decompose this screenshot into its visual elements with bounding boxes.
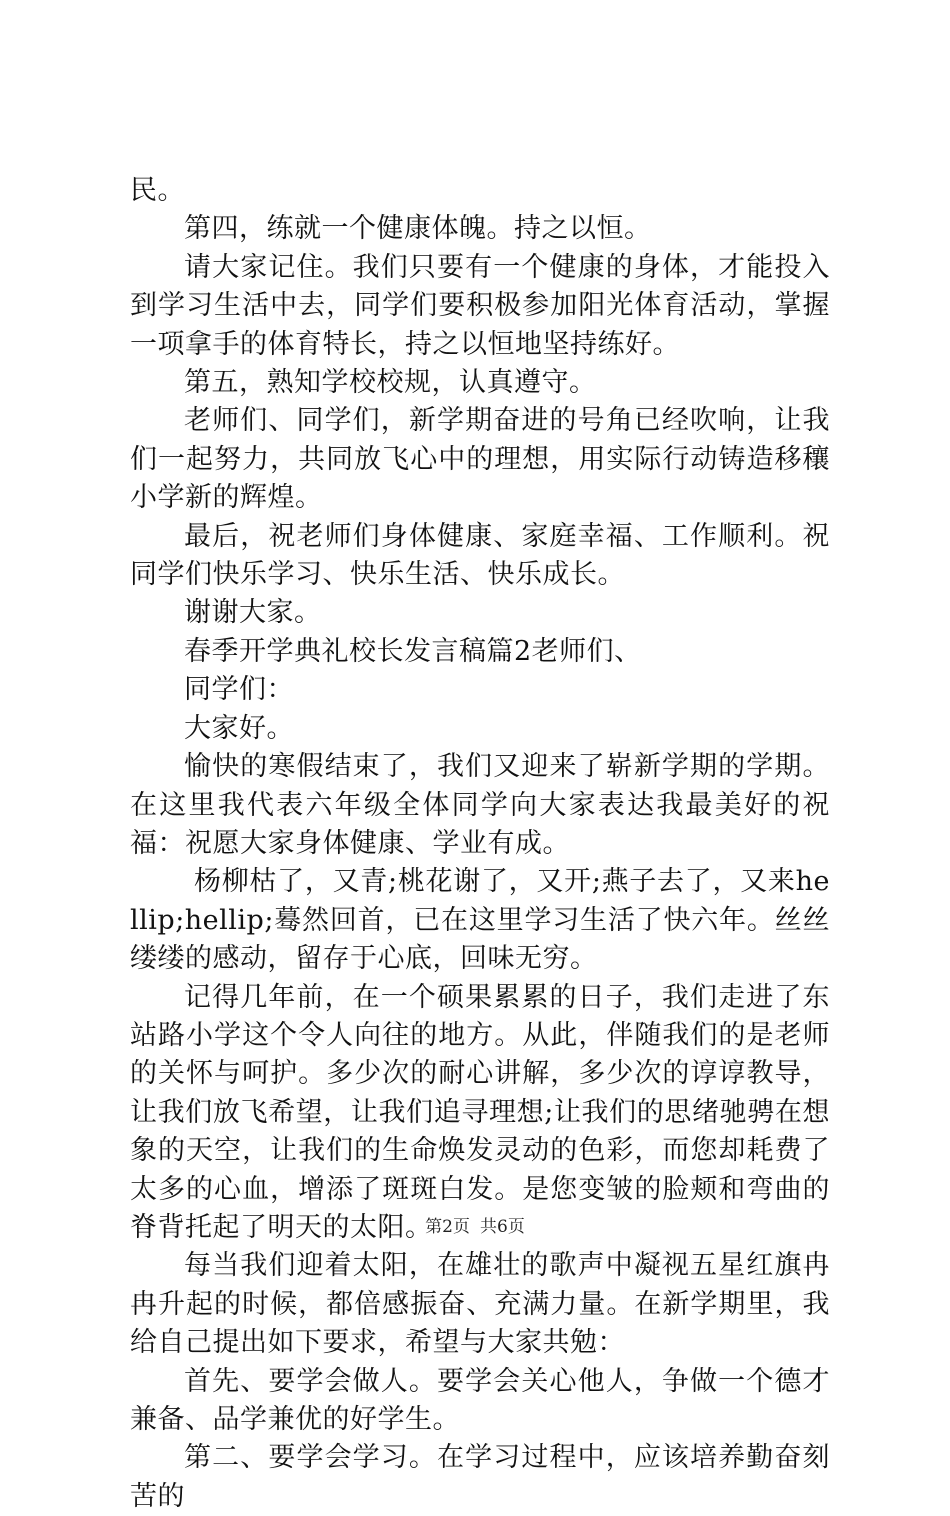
- paragraph: 每当我们迎着太阳，在雄壮的歌声中凝视五星红旗冉冉升起的时候，都倍感振奋、充满力量。在新学期里，我给自己提出如下要求，希望与大家共勉：: [130, 1250, 830, 1359]
- paragraph: 第四，练就一个健康体魄。持之以恒。: [184, 213, 652, 245]
- salutation: 同学们：: [184, 674, 294, 706]
- paragraph: 老师们、同学们，新学期奋进的号角已经吹响，让我们一起努力，共同放飞心中的理想，用实际行动铸造移穰小学新的辉煌。: [130, 405, 830, 514]
- paragraph: 第五，熟知学校校规，认真遵守。: [184, 367, 597, 399]
- paragraph: 请大家记住。我们只要有一个健康的身体，才能投入到学习生活中去，同学们要积极参加阳光体育活动，掌握一项拿手的体育特长，持之以恒地坚持练好。: [130, 251, 830, 360]
- document-body: [130, 172, 830, 1516]
- paragraph: 最后，祝老师们身体健康、家庭幸福、工作顺利。祝同学们快乐学习、快乐生活、快乐成长。: [130, 520, 830, 591]
- page-number: 第2页: [425, 1217, 470, 1237]
- paragraph: 愉快的寒假结束了，我们又迎来了崭新学期的学期。在这里我代表六年级全体同学向大家表达我最美好的祝福：祝愿大家身体健康、学业有成。: [130, 751, 830, 859]
- paragraph: 谢谢大家。: [184, 597, 322, 629]
- section-heading: 春季开学典礼校长发言稿篇2老师们、: [184, 635, 642, 667]
- greeting: 大家好。: [184, 712, 294, 744]
- page-total: 共6页: [480, 1217, 525, 1237]
- paragraph: 民。: [130, 175, 185, 206]
- page-footer: [0, 1212, 950, 1237]
- paragraph: 杨柳枯了，又青;桃花谢了，又开;燕子去了，又来hellip;hellip;蓦然回首，已在这里学习生活了快六年。丝丝缕缕的感动，留存于心底，回味无穷。: [130, 866, 830, 975]
- paragraph: 首先、要学会做人。要学会关心他人，争做一个德才兼备、品学兼优的好学生。: [130, 1365, 830, 1435]
- paragraph: 记得几年前，在一个硕果累累的日子，我们走进了东站路小学这个令人向往的地方。从此，伴随我们的是老师的关怀与呵护。多少次的耐心讲解，多少次的谆谆教导，让我们放飞希望，让我们追寻理想;让我们的思绪驰骋在想象的天空，让我们的生命焕发灵动的色彩，而您却耗费了太多的心血，增添了斑斑白发。是您变皱的脸颊和弯曲的脊背托起了明天的太阳。: [130, 981, 830, 1243]
- paragraph: 第二、要学会学习。在学习过程中，应该培养勤奋刻苦的: [130, 1442, 830, 1512]
